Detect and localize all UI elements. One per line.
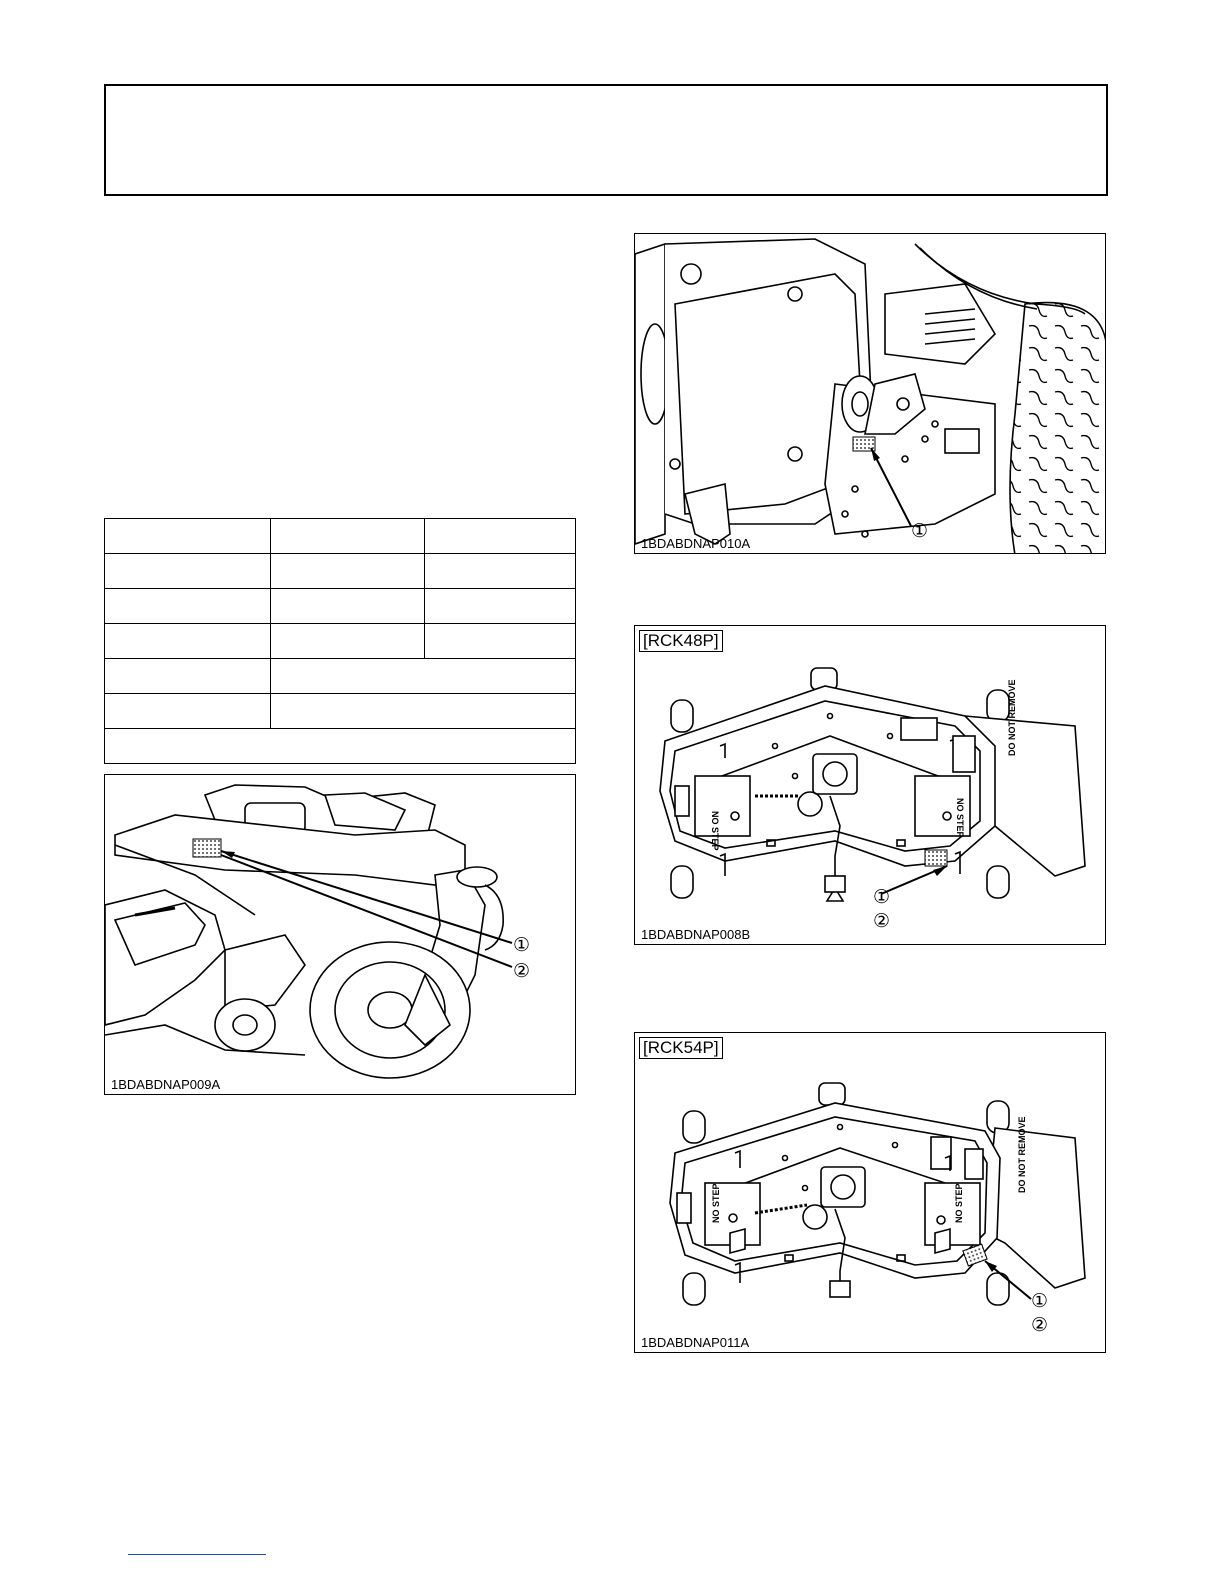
table-cell (271, 519, 425, 554)
table-cell (105, 519, 271, 554)
table-cell (425, 624, 576, 659)
table-cell (105, 729, 576, 764)
table-cell (105, 694, 271, 729)
table-cell (425, 519, 576, 554)
table-cell (271, 589, 425, 624)
table-row (105, 624, 576, 659)
do-not-remove-text: DO NOT REMOVE (1007, 679, 1017, 756)
table-cell (271, 659, 576, 694)
callout-2: ② (873, 911, 891, 932)
figure-caption: 1BDABDNAP011A (641, 1335, 750, 1350)
model-label: [RCK54P] (639, 1037, 723, 1059)
table-cell (105, 589, 271, 624)
callout-2: ② (513, 961, 531, 982)
deck-rck48p-illustration (635, 626, 1106, 945)
table-row (105, 694, 576, 729)
footer-link-rule (128, 1554, 266, 1555)
callout-1: ① (1031, 1291, 1049, 1312)
header-box (104, 84, 1108, 196)
callout-1: ① (911, 521, 929, 542)
no-step-right-text: NO STEP (954, 1183, 964, 1223)
table-row (105, 659, 576, 694)
spec-table (104, 518, 576, 764)
no-step-right-text: NO STEP (955, 798, 965, 838)
no-step-left-text: NO STEP (711, 1183, 721, 1223)
table-cell (271, 694, 576, 729)
do-not-remove-text: DO NOT REMOVE (1017, 1116, 1027, 1193)
frame-plate-illustration (635, 234, 1106, 554)
table-cell (105, 659, 271, 694)
figure-mower-caster (104, 774, 576, 1095)
table-cell (425, 554, 576, 589)
table-row (105, 554, 576, 589)
no-step-left-text: NO STEP (710, 811, 720, 851)
table-row (105, 589, 576, 624)
table-row (105, 519, 576, 554)
table-cell (271, 554, 425, 589)
mower-caster-illustration (105, 775, 576, 1095)
figure-caption: 1BDABDNAP010A (641, 536, 751, 551)
figure-frame-plate (634, 233, 1106, 554)
callout-1: ① (873, 887, 891, 908)
table-cell (425, 589, 576, 624)
model-label: [RCK48P] (639, 630, 723, 652)
figure-caption: 1BDABDNAP008B (641, 927, 751, 942)
figure-deck-rck54p (634, 1032, 1106, 1353)
table-cell (105, 554, 271, 589)
table-cell (271, 624, 425, 659)
figure-deck-rck48p (634, 625, 1106, 945)
callout-2: ② (1031, 1315, 1049, 1336)
table-cell (105, 624, 271, 659)
figure-caption: 1BDABDNAP009A (111, 1077, 221, 1092)
callout-1: ① (513, 935, 531, 956)
table-row (105, 729, 576, 764)
